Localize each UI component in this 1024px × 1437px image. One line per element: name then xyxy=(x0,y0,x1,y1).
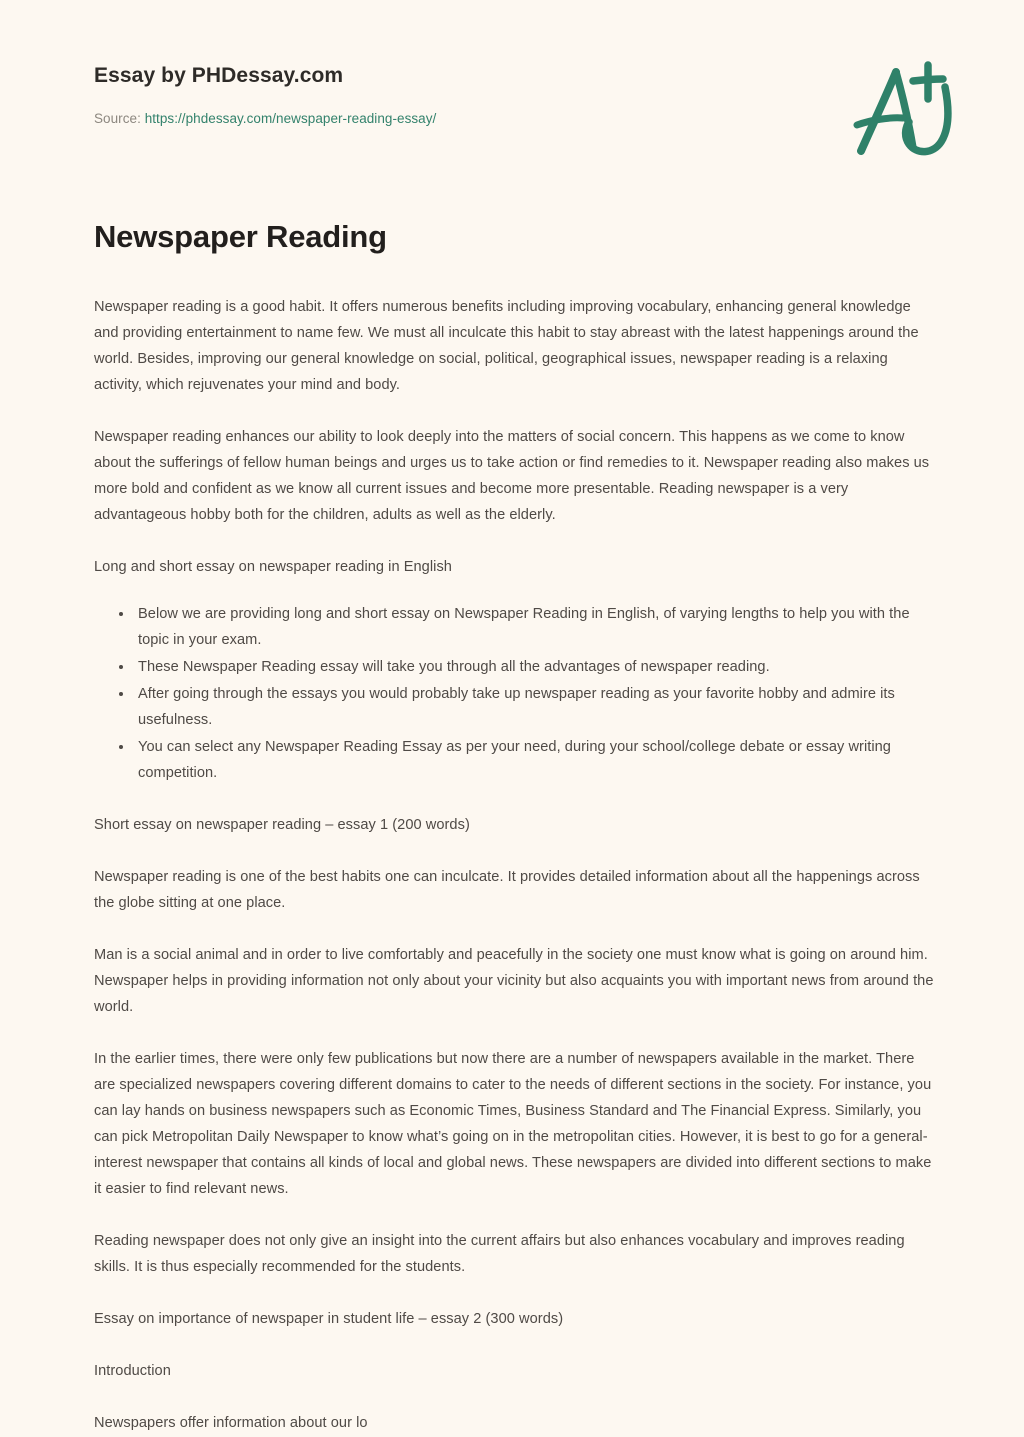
body-paragraph: Newspapers offer information about our lo xyxy=(94,1414,368,1431)
body-paragraph: Man is a social animal and in order to live comfortably and peacefully in the society one must know what is going on around him. Newspaper helps in providing information not only about your vicinity but also acquaints you with important news from around the world. xyxy=(94,947,934,1016)
content-blocks xyxy=(94,295,936,1437)
list-item: • After going through the essays you would probably take up newspaper reading as your favorite hobby and admire its usefulness. xyxy=(134,682,936,734)
body-paragraph: Newspaper reading enhances our ability to look deeply into the matters of social concern. This happens as we come to know about the sufferings of fellow human beings and urges us to take action or find remedies to it. Newspaper reading also makes us more bold and confident as we know all current issues and become more presentable. Reading newspaper is a very advantageous hobby both for the children, adults as well as the elderly. xyxy=(94,428,930,523)
body-paragraph: In the earlier times, there were only few publications but now there are a number of newspapers available in the market. There are specialized newspapers covering different domains to cater to the needs of different sections in the society. For instance, you can lay hands on business newspapers such as Economic Times, Business Standard and The Financial Express. Similarly, you can pick Metropolitan Daily Newspaper to know what’s going on in the metropolitan cities. However, it is best to go for a general-interest newspaper that contains all kinds of local and global news. These newspapers are divided into different sections to make it easier to find relevant news. xyxy=(94,1051,932,1197)
list-item: • These Newspaper Reading essay will take you through all the advantages of newspaper reading. xyxy=(134,655,936,681)
source-label: Source: xyxy=(94,111,141,127)
body-paragraph: Short essay on newspaper reading – essay 1 (200 words) xyxy=(94,817,470,834)
brand-title: Essay by PHDessay.com xyxy=(94,64,344,87)
body-paragraph: Newspaper reading is a good habit. It offers numerous benefits including improving vocabulary, enhancing general knowledge and providing entertainment to name few. We must all inculcate this habit to stay abreast with the latest happenings around the world. Besides, improving our general knowledge on social, political, geographical issues, newspaper reading is a relaxing activity, which rejuvenates your mind and body. xyxy=(94,298,919,393)
body-paragraph: Newspaper reading is one of the best habits one can inculcate. It provides detailed information about all the happenings across the globe sitting at one place. xyxy=(94,869,920,912)
list-item: • You can select any Newspaper Reading Essay as per your need, during your school/college debate or essay writing competition. xyxy=(134,735,936,787)
source-url-link[interactable]: https://phdessay.com/newspaper-reading-essay/ xyxy=(144,111,437,127)
body-paragraph: Essay on importance of newspaper in student life – essay 2 (300 words) xyxy=(94,1310,564,1327)
a-plus-logo-icon xyxy=(851,52,961,167)
page-title: Newspaper Reading xyxy=(94,219,387,254)
list-item: • Below we are providing long and short essay on Newspaper Reading in English, of varying lengths to help you with the topic in your exam. xyxy=(134,602,936,654)
body-paragraph: Introduction xyxy=(94,1362,171,1379)
page-header xyxy=(0,0,1024,190)
body-paragraph: Reading newspaper does not only give an insight into the current affairs but also enhances vocabulary and improves reading skills. It is thus especially recommended for the students. xyxy=(94,1232,905,1275)
body-paragraph: Long and short essay on newspaper reading in English xyxy=(94,558,452,575)
document-body xyxy=(0,218,1024,1437)
bullet-list xyxy=(94,602,936,787)
